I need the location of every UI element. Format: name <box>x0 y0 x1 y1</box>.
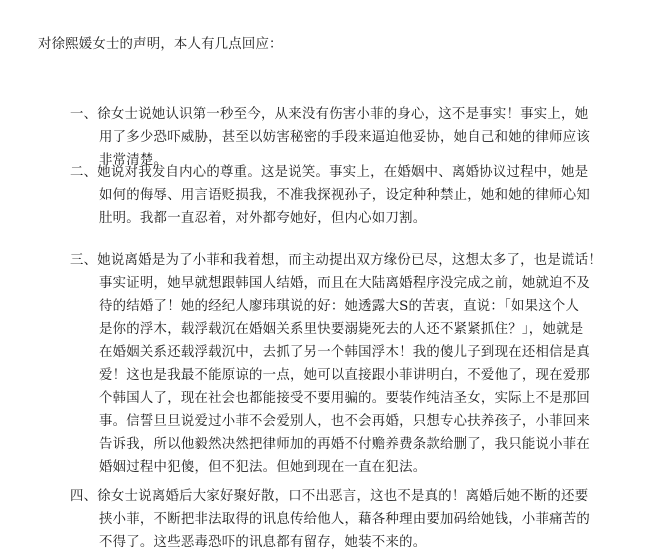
paragraph-line: 事。信誓旦旦说爱过小菲不会爱别人，也不会再婚，只想专心扶养孩子，小菲回来 <box>99 414 591 429</box>
paragraph-line: 如何的侮辱、用言语贬损我，不准我探视孙子，设定种种禁止，她和她的律师心知 <box>99 188 591 203</box>
paragraph-line: 事实证明，她早就想跟韩国人结婚，而且在大陆离婚程序没完成之前，她就迫不及 <box>99 276 591 291</box>
paragraph-line: 爱！这也是我最不能原谅的一点，她可以直接跟小菲讲明白，不爱他了，现在爱那 <box>99 368 591 383</box>
paragraph-line: 用了多少恐吓威胁，甚至以妨害秘密的手段来逼迫他妥协，她自己和她的律师应该 <box>99 130 591 145</box>
paragraph-line: 肚明。我都一直忍着，对外都夸她好，但内心如刀割。 <box>99 211 427 226</box>
paragraph-line: 不得了。这些恶毒恐吓的讯息都有留存，她装不来的。 <box>99 535 427 550</box>
paragraph-line: 三、她说离婚是为了小菲和我着想，而主动提出双方缘份已尽，这想太多了，也是谎话！ <box>70 253 602 268</box>
paragraph-line: 四、徐女士说离婚后大家好聚好散，口不出恶言，这也不是真的！离婚后她不断的还要 <box>70 489 589 504</box>
paragraph-line: 二、她说对我发自内心的尊重。这是说笑。事实上，在婚姻中、离婚协议过程中，她是 <box>70 165 589 180</box>
paragraph-line: 在婚姻关系还载浮载沉中，去抓了另一个韩国浮木！我的傻儿子到现在还相信是真 <box>99 345 591 360</box>
paragraph-line: 是你的浮木，载浮载沉在婚姻关系里快要溺毙死去的人还不紧紧抓住？」，她就是 <box>99 322 584 337</box>
paragraph-line: 婚姻过程中犯傻，但不犯法。但她到现在一直在犯法。 <box>99 460 427 475</box>
paragraph-line: 挟小菲，不断把非法取得的讯息传给他人，藉各种理由要加码给她钱，小菲痛苦的 <box>99 512 591 527</box>
paragraph-line: 待的结婚了！她的经纪人廖玮琪说的好：她透露大S的苦衷，直说：「如果这个人 <box>99 299 580 314</box>
statement-intro: 对徐熙媛女士的声明，本人有几点回应： <box>38 37 283 52</box>
paragraph-line: 告诉我，所以他毅然决然把律师加的再婚不付赡养费条款给删了，我只能说小菲在 <box>99 437 591 452</box>
paragraph-line: 一、徐女士说她认识第一秒至今，从来没有伤害小菲的身心，这不是事实！事实上，她 <box>70 107 589 122</box>
paragraph-line: 个韩国人了，现在社会也都能接受不要用骗的。要装作纯洁圣女，实际上不是那回 <box>99 391 591 406</box>
paragraph-line: 非常清楚。 <box>99 153 168 168</box>
